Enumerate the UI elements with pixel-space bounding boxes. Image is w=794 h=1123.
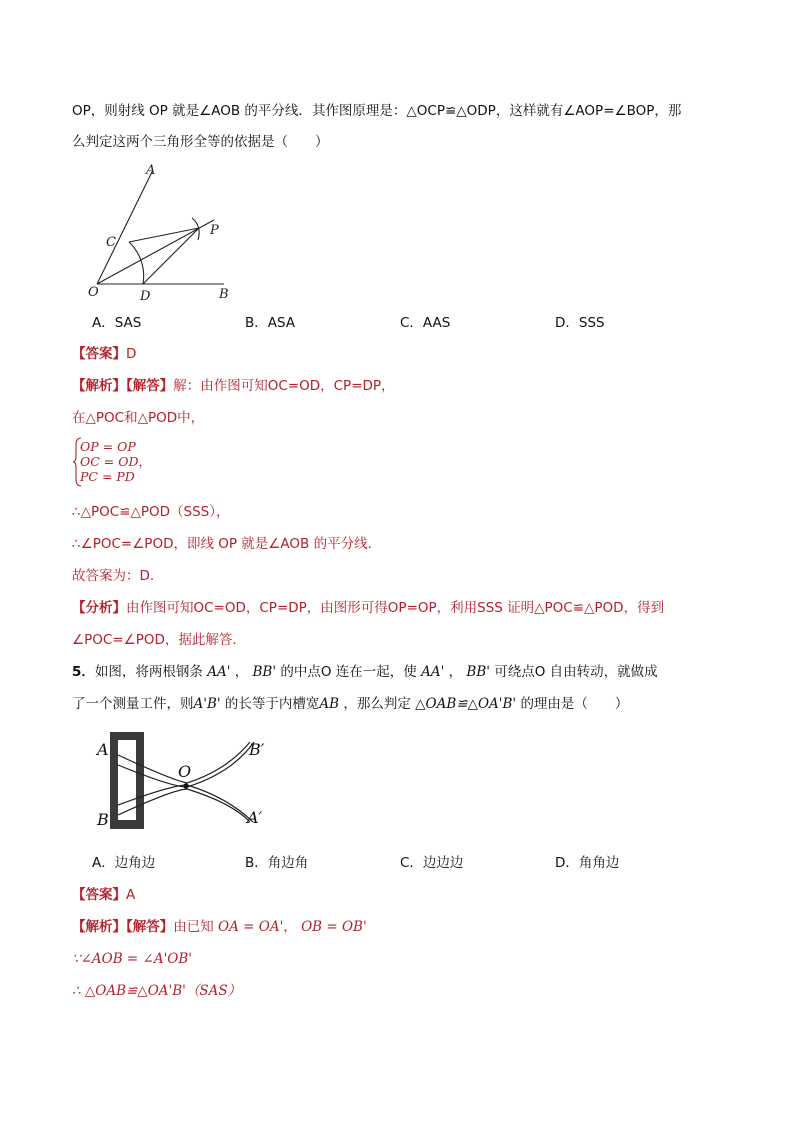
label-o: O [178,762,192,781]
q4-analysis-line2: 在△POC和△POD中， [72,410,205,426]
q5-stem-line1 [72,663,658,681]
q5-analysis-line1 [72,918,367,936]
label-b: B [219,287,229,302]
segment-cp [129,228,199,242]
segment-dp [143,228,199,284]
q4-answer-tag: 【答案】 [72,346,126,362]
q4-fenxi-tag: 【分析】 [72,600,126,616]
label-o: O [88,285,99,300]
q4-analysis-text1: 解：由作图可知OC=OD，CP=DP， [173,378,395,394]
q4-conclusion1: ∴△POC≌△POD（SSS）， [72,504,230,520]
q4-option-c: C．AAS [400,315,451,331]
q4-option-d: D．SSS [555,315,605,331]
q4-option-b: B．ASA [245,315,296,331]
q5-analysis-tag: 【解析】【解答】 [72,919,174,935]
q5-eq1: OA = OA' [218,919,284,935]
q5-comma: ， [283,919,297,935]
label-b: B [97,810,109,829]
q5-bb-1: BB' [252,664,277,680]
label-a: A [146,163,156,178]
q5-answer-value: A [126,887,136,903]
q4-fenxi-line1 [72,599,664,617]
q5-stem-p1: 如图，将两根钢条 [94,664,203,680]
q5-aa-1: AA' [207,664,231,680]
q5-number: 5． [72,664,95,680]
q5-stem-p3: 的中点O 连在一起，使 [280,664,417,680]
q4-fenxi-line2: ∠POC=∠POD，据此解答. [72,632,237,648]
ray-oa [97,172,152,284]
q5-bb-2: BB' [466,664,490,680]
q5-answer [72,886,135,904]
q5-option-a: A．边角边 [92,855,156,871]
q5-stem-p2: ， [234,664,249,680]
label-a-prime: A′ [247,808,263,827]
q4-analysis-line1 [72,377,395,395]
q5-congruence: △OAB≌△OA'B' [415,696,517,712]
q5-line2-p2: 的长等于内槽宽 [224,696,320,712]
q4-answer [72,345,136,363]
q5-line2-p1: 了一个测量工件，则 [72,696,194,712]
q5-answer-tag: 【答案】 [72,887,126,903]
q5-ab-prime: A'B' [193,696,221,712]
q5-therefore: ∴ △OAB≌△OA'B'（SAS） [72,983,242,999]
q4-system-tail: ， [138,454,152,469]
q5-eq2: OB = OB' [301,919,367,935]
q5-ab: AB [319,696,340,712]
q5-option-c: C．边边边 [400,855,464,871]
q5-measuring-tool-figure [92,725,282,835]
q5-option-b: B．角边角 [245,855,309,871]
label-c: C [106,235,116,250]
q5-because: ∵∠AOB = ∠A'OB' [72,951,193,967]
q5-analysis-p1: 由已知 [173,919,214,935]
q4-system-eq2: OC = OD， [80,454,152,469]
label-p: P [210,223,219,238]
q4-stem-line2: 么判定这两个三角形全等的依据是（ ） [72,134,329,150]
q4-final: 故答案为：D. [72,568,155,584]
q4-analysis-tag: 【解析】【解答】 [72,378,174,394]
q4-answer-value: D [126,346,137,362]
label-d: D [140,289,151,304]
q4-system-eq3: PC = PD [80,469,135,484]
q4-conclusion2: ∴∠POC=∠POD，即线 OP 就是∠AOB 的平分线． [72,536,382,552]
q5-stem-p4: ， [448,664,463,680]
q4-system-eq1: OP = OP [80,439,136,454]
q5-line2-p3: ，那么判定 [343,696,411,712]
pivot-o [183,783,188,788]
ray-op [97,220,214,284]
q4-option-a: A．SAS [92,315,142,331]
q4-stem-line1: OP，则射线 OP 就是∠AOB 的平分线．其作图原理是：△OCP≌△ODP，这样就有∠AOP=∠BOP，那 [72,103,682,119]
q4-angle-bisector-figure [82,160,252,305]
q5-stem-line2 [72,695,628,713]
q5-option-d: D．角角边 [555,855,620,871]
label-a: A [97,740,109,759]
label-b-prime: B′ [249,740,265,759]
q5-stem-p5: 可绕点O 自由转动，就做成 [494,664,658,680]
q5-aa-2: AA' [421,664,445,680]
q5-line2-p4: 的理由是（ ） [520,696,629,712]
q4-fenxi-text1: 由作图可知OC=OD，CP=DP，由图形可得OP=OP，利用SSS 证明△POC≌△POD，得到 [126,600,665,616]
